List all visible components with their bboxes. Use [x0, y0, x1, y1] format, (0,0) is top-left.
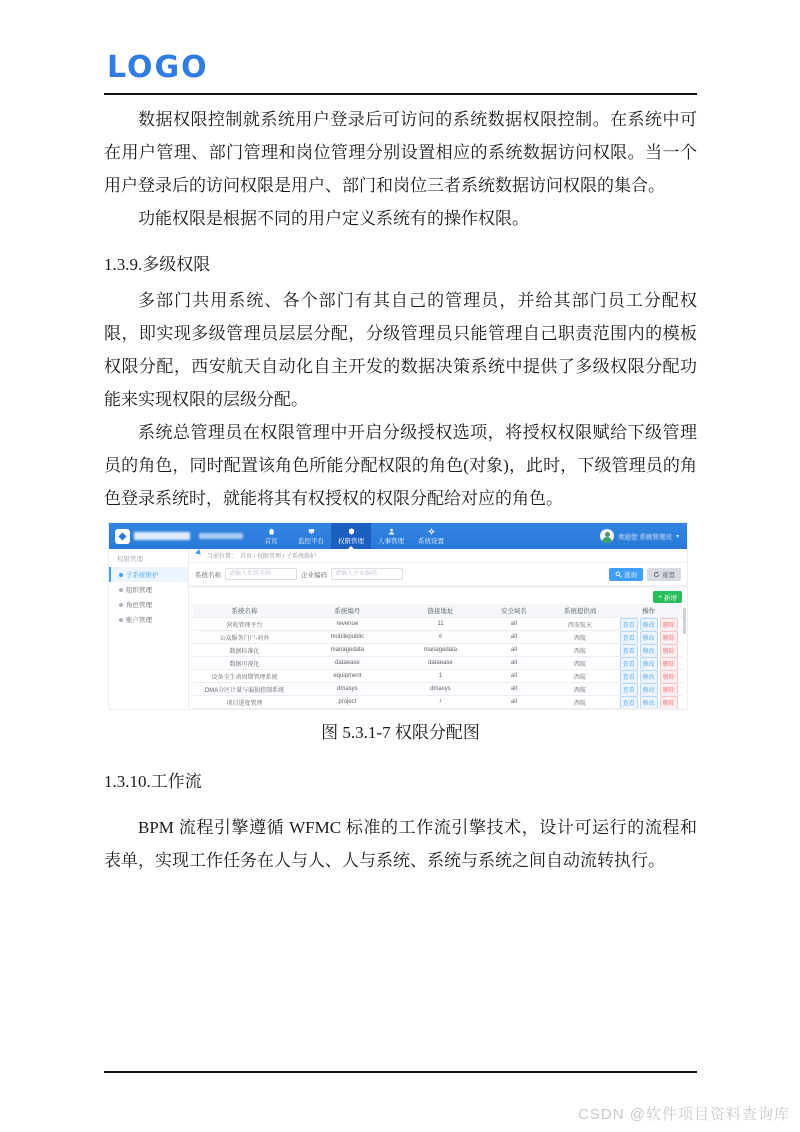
table-card: [189, 588, 687, 709]
subsystem-icon: [119, 573, 123, 577]
table-cell: 1: [438, 673, 443, 679]
edit-button[interactable]: 修改: [640, 657, 658, 669]
table-row: [193, 618, 683, 631]
role-icon: [119, 603, 123, 607]
topnav-item[interactable]: [371, 523, 411, 549]
watermark: CSDN @软件项目资料查询库: [578, 1106, 790, 1123]
permission-icon: [348, 528, 355, 535]
add-button-label: 新增: [664, 594, 677, 602]
table-cell: #: [438, 634, 443, 640]
table-cell: 西航: [574, 635, 587, 642]
table-cell: 西航: [574, 674, 587, 681]
table-cell: equipment: [333, 673, 362, 679]
topnav-item[interactable]: [411, 523, 451, 549]
column-header: 安全域名: [500, 608, 527, 615]
table-cell-actions: [614, 670, 683, 682]
breadcrumb-prefix: 当前位置：: [207, 554, 238, 560]
app-body: [109, 549, 687, 709]
view-button[interactable]: 查看: [620, 670, 638, 682]
table-cell: 营收管理平台: [226, 622, 263, 629]
topnav-label: 监控平台: [298, 537, 324, 545]
delete-button[interactable]: 删除: [660, 618, 678, 630]
sidebar-item[interactable]: [109, 612, 188, 627]
table-cell: all: [510, 686, 517, 692]
table-cell: 西航: [574, 687, 587, 694]
systems-table: [193, 604, 683, 709]
view-button[interactable]: 查看: [620, 683, 638, 695]
breadcrumb-path: 首页 / 权限管理 / 子系统维护: [240, 554, 317, 560]
table-cell: mobilepublic: [330, 634, 365, 640]
topnav-label: 人事管理: [378, 537, 404, 545]
table-cell: 西安航天: [568, 622, 593, 629]
table-row: [193, 696, 683, 709]
table-cell: 数据标准化: [229, 648, 260, 655]
plus-icon: +: [658, 593, 662, 601]
document-body: [104, 96, 697, 877]
sidebar-item[interactable]: [109, 582, 188, 597]
paragraph-multilevel-1: 多部门共用系统、各个部门有其自己的管理员，并给其部门员工分配权限，即实现多级管理员层层分配，分级管理员只能管理自己职责范围内的模板权限分配，西安航天自动化自主开发的数据决策系统中提供了多级权限分配功能来实现权限的层级分配。: [104, 291, 697, 409]
user-avatar: [600, 529, 614, 543]
heading-1-3-10: 1.3.10.工作流: [104, 772, 202, 791]
footer-rule: [104, 1071, 697, 1073]
brand-subname-blurred: [199, 533, 243, 539]
table-header-row: [193, 604, 683, 618]
table-row: [193, 644, 683, 657]
table-cell: 设备全生命周期管理系统: [211, 674, 278, 681]
header-rule: [104, 93, 697, 95]
table-cell: 项目进度管理: [226, 700, 263, 707]
table-cell: /: [439, 699, 442, 705]
table-cell: dmasys: [337, 686, 358, 692]
table-cell: 西航: [574, 648, 587, 655]
table-scrollbar[interactable]: [683, 608, 686, 634]
delete-button[interactable]: 删除: [660, 683, 678, 695]
reset-button[interactable]: [647, 568, 681, 581]
sidebar-items: [109, 567, 188, 627]
paragraph-multilevel-2: 系统总管理员在权限管理中开启分级授权选项，将授权权限赋给下级管理员的角色，同时配置该角色所能分配权限的角色(对象)，此时，下级管理员的角色登录系统时，就能将其有权授权的权限分配给对应的角色。: [104, 423, 697, 508]
table-cell: DMA分区计量与漏损控制系统: [204, 687, 285, 694]
brand-logo: [109, 523, 251, 549]
table-cell: managedata: [330, 647, 365, 653]
column-header: 操作: [642, 608, 656, 615]
chevron-down-icon: ▾: [675, 533, 679, 540]
sidebar-item-label: 子系统维护: [126, 572, 159, 579]
search-icon: [615, 571, 622, 578]
sidebar-title: 权限管理: [117, 556, 143, 563]
org-icon: [119, 588, 123, 592]
table-row: [193, 683, 683, 696]
view-button[interactable]: 查看: [620, 618, 638, 630]
edit-button[interactable]: 修改: [640, 631, 658, 643]
company-logo: LOGO: [107, 50, 209, 85]
account-icon: [119, 618, 123, 622]
view-button[interactable]: 查看: [620, 644, 638, 656]
add-button[interactable]: [653, 591, 682, 603]
sidebar-item[interactable]: [109, 597, 188, 612]
topnav-item[interactable]: [251, 523, 291, 549]
table-cell: 公众服务门户-对外: [219, 635, 270, 642]
delete-button[interactable]: 删除: [660, 644, 678, 656]
delete-button[interactable]: 删除: [660, 631, 678, 643]
home-icon: [268, 528, 275, 535]
search-form: [189, 563, 687, 585]
query-button-label: 查询: [624, 571, 637, 579]
sidebar-item-label: 角色管理: [126, 602, 152, 609]
table-cell-actions: [614, 657, 683, 669]
column-header: 系统提供商: [563, 608, 597, 615]
breadcrumb: [189, 549, 687, 563]
table-cell: dmasys: [430, 686, 451, 692]
column-header: 系统编号: [334, 608, 361, 615]
table-cell: 11: [437, 621, 444, 627]
hr-icon: [388, 528, 395, 535]
topnav-item[interactable]: [331, 523, 371, 549]
table-row: [193, 670, 683, 683]
view-button[interactable]: 查看: [620, 631, 638, 643]
sidebar-item[interactable]: [109, 567, 188, 582]
search-buttons: [609, 568, 681, 581]
table-cell: all: [510, 660, 517, 666]
table-row: [193, 631, 683, 644]
topnav-label: 首页: [264, 537, 278, 545]
refresh-icon: [653, 571, 660, 578]
topnav-item[interactable]: [291, 523, 331, 549]
breadcrumb-icon: [195, 549, 205, 559]
topnav: [251, 523, 451, 549]
table-cell-actions: [614, 683, 683, 695]
settings-icon: [428, 528, 435, 535]
permission-assignment-screenshot: [109, 523, 687, 709]
table-cell: managedata: [423, 647, 458, 653]
sidebar-item-label: 组织管理: [126, 587, 152, 594]
table-cell-actions: [614, 618, 683, 630]
paragraph-data-permission: 数据权限控制就系统用户登录后可访问的系统数据权限控制。在系统中可在用户管理、部门管理和岗位管理分别设置相应的系统数据访问权限。当一个用户登录后的访问权限是用户、部门和岗位三者系统数据访问权限的集合。: [104, 110, 697, 195]
monitor-icon: [308, 528, 315, 535]
paragraph-workflow: BPM 流程引擎遵循 WFMC 标准的工作流引擎技术，设计可运行的流程和表单，实现工作任务在人与人、人与系统、系统与系统之间自动流转执行。: [104, 818, 697, 870]
edit-button[interactable]: 修改: [640, 696, 658, 708]
sidebar-item-label: 账户管理: [126, 617, 152, 624]
topbar-user-area[interactable]: [600, 523, 687, 549]
table-toolbar: [189, 588, 687, 604]
table-cell: project: [338, 699, 357, 705]
search-field-label: 系统名称: [195, 571, 221, 579]
table-cell: all: [510, 647, 517, 653]
edit-button[interactable]: 修改: [640, 618, 658, 630]
delete-button[interactable]: 删除: [660, 696, 678, 708]
brand-name-blurred: [134, 532, 190, 540]
table-cell: dataease: [334, 660, 360, 666]
query-button[interactable]: [609, 568, 643, 581]
edit-button[interactable]: 修改: [640, 670, 658, 682]
edit-button[interactable]: 修改: [640, 644, 658, 656]
edit-button[interactable]: 修改: [640, 683, 658, 695]
search-input[interactable]: [225, 568, 297, 580]
view-button[interactable]: 查看: [620, 657, 638, 669]
table-row: [193, 657, 683, 670]
column-header: 链接地址: [427, 608, 454, 615]
table-cell: all: [510, 673, 517, 679]
table-cell-actions: [614, 631, 683, 643]
topnav-label: 权限管理: [338, 537, 364, 545]
search-input[interactable]: [331, 568, 403, 580]
view-button[interactable]: 查看: [620, 696, 638, 708]
paragraph-function-permission: 功能权限是根据不同的用户定义系统有的操作权限。: [138, 209, 529, 228]
delete-button[interactable]: 删除: [660, 657, 678, 669]
search-field-label: 企业编码: [301, 571, 327, 579]
table-cell: 西航: [574, 661, 587, 668]
user-name: 欢迎您 系统管理员: [618, 533, 672, 541]
topnav-label: 系统设置: [418, 537, 444, 545]
table-cell: 西航: [574, 700, 587, 707]
app-topbar: [109, 523, 687, 549]
table-cell: all: [510, 699, 517, 705]
figure-caption: 图 5.3.1-7 权限分配图: [321, 723, 480, 742]
table-cell: all: [510, 634, 517, 640]
column-header: 系统名称: [231, 608, 258, 615]
table-cell-actions: [614, 644, 683, 656]
brand-icon: [115, 529, 130, 544]
table-cell: 数据可视化: [229, 661, 260, 668]
reset-button-label: 重置: [662, 571, 675, 579]
table-cell-actions: [614, 696, 683, 708]
app-sidebar: [109, 549, 189, 709]
table-cell: dataease: [428, 660, 453, 666]
table-cell: revenue: [336, 621, 359, 627]
heading-1-3-9: 1.3.9.多级权限: [104, 255, 211, 274]
app-main: [189, 549, 687, 709]
table-cell: all: [510, 621, 517, 627]
delete-button[interactable]: 删除: [660, 670, 678, 682]
